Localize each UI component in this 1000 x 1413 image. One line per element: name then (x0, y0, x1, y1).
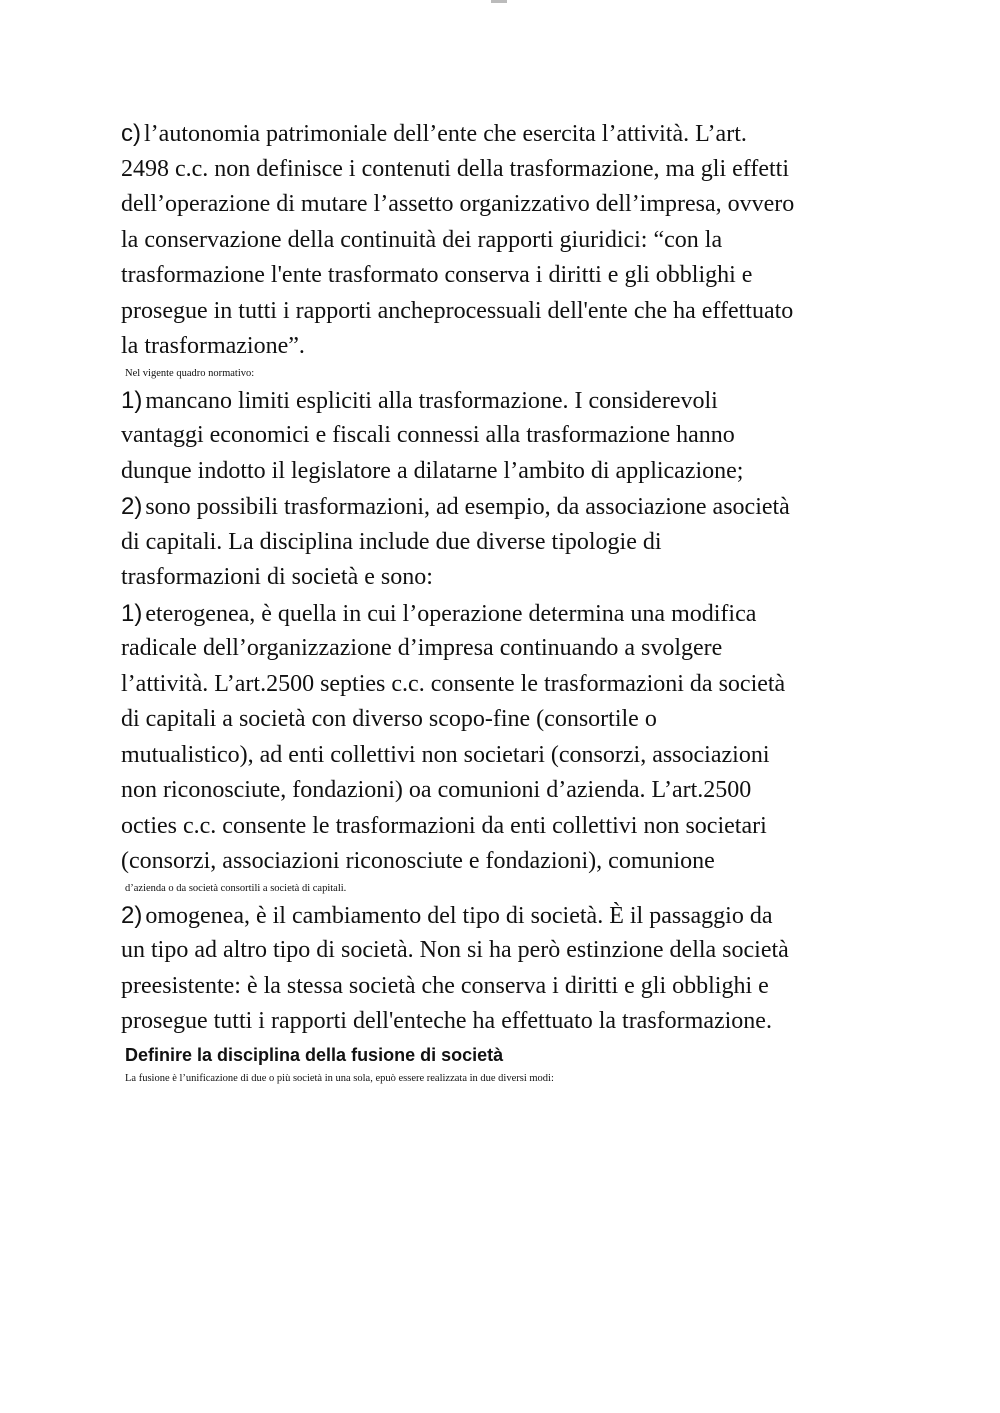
body-text-line (121, 116, 901, 152)
body-text-line (121, 933, 901, 969)
line-text: non riconosciute, fondazioni) oa comunioni d’azienda. L’art.2500 (121, 777, 752, 803)
line-text: di capitali. La disciplina include due diverse tipologie di (121, 528, 662, 555)
line-text: trasformazione l'ente trasformato conserva i diritti e gli obblighi e (121, 262, 753, 288)
small-text-line (125, 365, 901, 383)
body-text-line (121, 773, 901, 809)
list-marker: c) (121, 120, 141, 147)
list-marker: 1) (121, 599, 143, 627)
line-text: vantaggi economici e fiscali connessi alla trasformazione hanno (121, 422, 735, 448)
body-text-line (121, 258, 901, 294)
section-heading (125, 1040, 901, 1070)
line-text: trasformazioni di società e sono: (121, 564, 433, 590)
line-text: mancano limiti espliciti alla trasformazione. I considerevoli (145, 387, 718, 414)
page-top-mark (491, 0, 507, 3)
body-text-line (121, 809, 901, 845)
body-text-line (121, 1004, 901, 1040)
line-text: prosegue in tutti i rapporti ancheprocessuali dell'ente che ha effettuato (121, 297, 794, 324)
small-text-line (125, 880, 901, 898)
line-text: l’attività. L’art.2500 septies c.c. consente le trasformazioni da società (121, 670, 786, 697)
body-text-line (121, 329, 901, 365)
line-text: prosegue tutti i rapporti dell'enteche ha effettuato la trasformazione. (121, 1008, 772, 1034)
body-text-line (121, 525, 901, 561)
document-body (121, 116, 901, 1088)
line-text: La fusione è l’unificazione di due o più società in una sola, epuò essere realizzata in due diversi modi: (125, 1072, 554, 1084)
body-text-line (121, 560, 901, 596)
line-text: preesistente: è la stessa società che conserva i diritti e gli obblighi e (121, 972, 769, 999)
body-text-line (121, 223, 901, 259)
list-marker: 1) (121, 386, 143, 414)
line-text: octies c.c. consente le trasformazioni da enti collettivi non societari (121, 812, 767, 839)
line-text: la trasformazione”. (121, 333, 305, 359)
line-text: un tipo ad altro tipo di società. Non si ha però estinzione della società (121, 937, 789, 963)
line-text: omogenea, è il cambiamento del tipo di società. È il passaggio da (145, 902, 773, 929)
body-text-line (121, 667, 901, 703)
line-text: sono possibili trasformazioni, ad esempio, da associazione asocietà (145, 494, 790, 520)
line-text: d’azienda o da società consortili a società di capitali. (125, 882, 347, 894)
body-text-line (121, 702, 901, 738)
line-text: la conservazione della continuità dei rapporti giuridici: “con la (121, 226, 723, 253)
line-text: mutualistico), ad enti collettivi non societari (consorzi, associazioni (121, 741, 770, 768)
line-text: radicale dell’organizzazione d’impresa continuando a svolgere (121, 635, 723, 661)
line-text: di capitali a società con diverso scopo-fine (consortile o (121, 706, 657, 732)
small-text-line (125, 1070, 901, 1088)
body-text-line (121, 152, 901, 188)
list-marker: 2) (121, 901, 143, 929)
body-text-line (121, 187, 901, 223)
list-marker: 2) (121, 493, 143, 520)
body-text-line (121, 969, 901, 1005)
line-text: dunque indotto il legislatore a dilatarne l’ambito di applicazione; (121, 457, 744, 484)
body-text-line (121, 738, 901, 774)
line-text: Nel vigente quadro normativo: (125, 367, 255, 379)
line-text: 2498 c.c. non definisce i contenuti della trasformazione, ma gli effetti (121, 155, 789, 182)
body-text-line (121, 294, 901, 330)
body-text-line (121, 631, 901, 667)
line-text: (consorzi, associazioni riconosciute e fondazioni), comunione (121, 848, 715, 874)
line-text: eterogenea, è quella in cui l’operazione determina una modifica (145, 600, 757, 627)
line-text: l’autonomia patrimoniale dell’ente che esercita l’attività. L’art. (144, 121, 747, 147)
body-text-line (121, 489, 901, 525)
line-text: Definire la disciplina della fusione di società (125, 1044, 504, 1065)
body-text-line (121, 383, 901, 419)
body-text-line (121, 454, 901, 490)
body-text-line (121, 418, 901, 454)
line-text: dell’operazione di mutare l’assetto organizzativo dell’impresa, ovvero (121, 191, 795, 217)
body-text-line (121, 844, 901, 880)
body-text-line (121, 898, 901, 934)
body-text-line (121, 596, 901, 632)
